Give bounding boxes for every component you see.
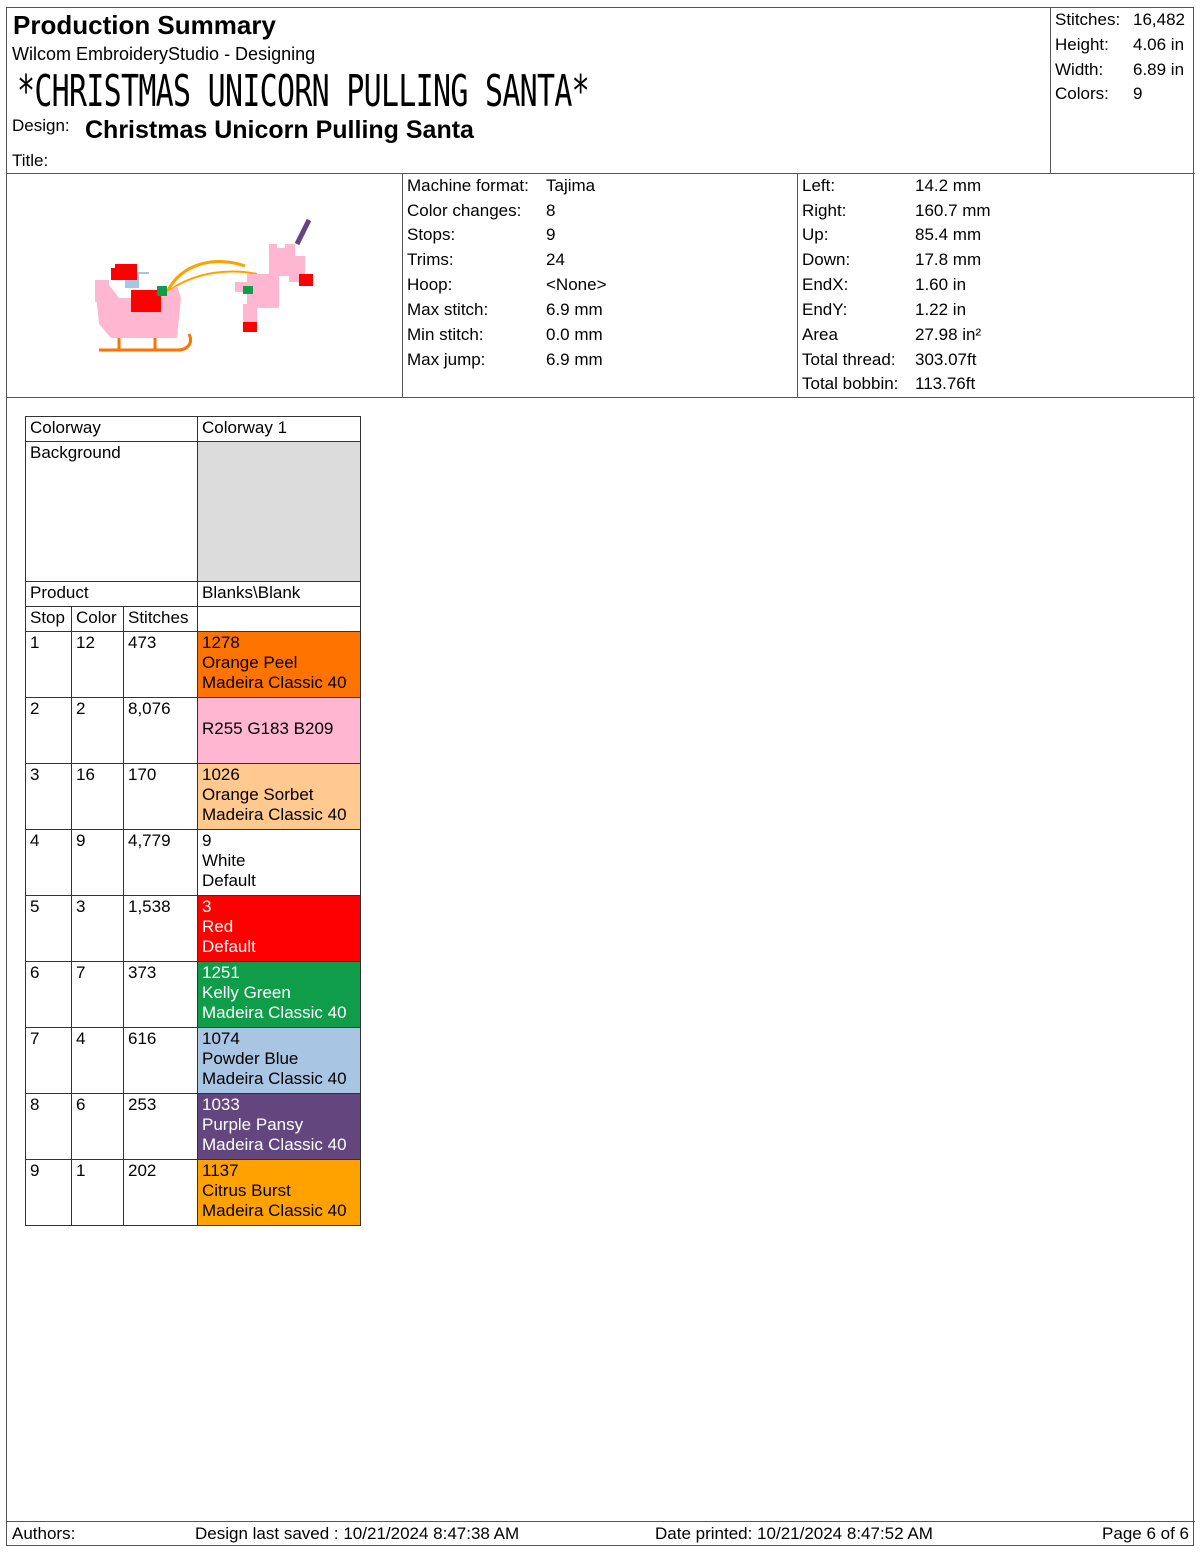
info-value: 160.7 mm	[915, 201, 991, 220]
product-label: Product	[26, 582, 198, 607]
thread-swatch	[198, 1028, 361, 1094]
design-stats	[1051, 8, 1195, 174]
col-header-thread	[198, 607, 361, 632]
info-label: Min stitch:	[407, 325, 484, 344]
thread-code: 1278	[202, 633, 240, 652]
cell-stitches: 202	[124, 1160, 198, 1226]
background-label: Background	[26, 442, 198, 582]
app-name: Wilcom EmbroideryStudio - Designing	[12, 44, 316, 64]
thread-swatch	[198, 698, 361, 764]
design-preview	[7, 174, 403, 398]
page-title: Production Summary	[13, 10, 276, 40]
extent-info	[798, 174, 1195, 398]
footer	[7, 1521, 1195, 1547]
thread-rows	[26, 632, 361, 1226]
thread-code: 1026	[202, 765, 240, 784]
table-row	[26, 830, 361, 896]
cell-stitches: 253	[124, 1094, 198, 1160]
title-label: Title:	[12, 151, 49, 170]
stat-label: Height:	[1055, 35, 1109, 54]
thread-swatch	[198, 962, 361, 1028]
cell-stop: 1	[26, 632, 72, 698]
thread-brand: Madeira Classic 40	[202, 1003, 347, 1022]
info-label: Left:	[802, 176, 836, 195]
product-value: Blanks\Blank	[198, 582, 361, 607]
table-row	[26, 1160, 361, 1226]
cell-color: 12	[72, 632, 124, 698]
info-label: Trims:	[407, 250, 454, 269]
info-value: 14.2 mm	[915, 176, 982, 195]
thread-swatch	[198, 896, 361, 962]
info-label: Max jump:	[407, 350, 486, 369]
col-header-stop: Stop	[26, 607, 72, 632]
stat-label: Width:	[1055, 60, 1104, 79]
info-value: 6.9 mm	[546, 350, 603, 369]
footer-printed: Date printed: 10/21/2024 8:47:52 AM	[655, 1524, 933, 1543]
info-value: 1.60 in	[915, 275, 967, 294]
info-label: Machine format:	[407, 176, 529, 195]
header	[7, 8, 1051, 174]
production-summary-page	[6, 7, 1194, 1546]
thread-brand: Madeira Classic 40	[202, 1069, 347, 1088]
colorway-label: Colorway	[26, 417, 198, 442]
info-value: <None>	[546, 275, 607, 294]
cell-stitches: 473	[124, 632, 198, 698]
santa-sleigh-unicorn-image	[7, 174, 403, 398]
table-row	[26, 1028, 361, 1094]
info-band	[7, 174, 1195, 398]
info-label: Area	[802, 325, 838, 344]
cell-stop: 5	[26, 896, 72, 962]
cell-color: 6	[72, 1094, 124, 1160]
cell-color: 1	[72, 1160, 124, 1226]
table-row	[26, 764, 361, 830]
thread-name: R255 G183 B209	[202, 719, 334, 738]
design-name: Christmas Unicorn Pulling Santa	[85, 116, 474, 144]
design-banner: *CHRISTMAS UNICORN PULLING SANTA*	[17, 66, 590, 117]
thread-name: Citrus Burst	[202, 1181, 291, 1200]
colorway-value: Colorway 1	[198, 417, 361, 442]
thread-code: 1137	[202, 1161, 239, 1180]
thread-brand: Madeira Classic 40	[202, 673, 347, 692]
info-value: 1.22 in	[915, 300, 967, 319]
info-value: 6.9 mm	[546, 300, 603, 319]
table-row	[26, 962, 361, 1028]
thread-brand: Madeira Classic 40	[202, 805, 347, 824]
info-value: Tajima	[546, 176, 596, 195]
footer-authors: Authors:	[12, 1524, 76, 1543]
thread-code: 1251	[202, 963, 240, 982]
cell-color: 3	[72, 896, 124, 962]
info-value: 9	[546, 225, 556, 244]
info-value: 24	[546, 250, 565, 269]
thread-swatch	[198, 1094, 361, 1160]
cell-stop: 9	[26, 1160, 72, 1226]
cell-color: 16	[72, 764, 124, 830]
info-value: 0.0 mm	[546, 325, 603, 344]
info-label: Color changes:	[407, 201, 522, 220]
col-header-stitches: Stitches	[124, 607, 198, 632]
thread-swatch	[198, 1160, 361, 1226]
info-label: Stops:	[407, 225, 456, 244]
thread-code: 3	[202, 897, 212, 916]
thread-brand	[202, 739, 356, 759]
info-value: 8	[546, 201, 556, 220]
thread-name: Powder Blue	[202, 1049, 299, 1068]
table-header-row	[26, 607, 361, 632]
cell-stop: 4	[26, 830, 72, 896]
cell-stitches: 616	[124, 1028, 198, 1094]
thread-swatch	[198, 830, 361, 896]
thread-code: 1074	[202, 1029, 240, 1048]
thread-name: White	[202, 851, 246, 870]
thread-code: 1033	[202, 1095, 240, 1114]
thread-brand: Default	[202, 937, 256, 956]
thread-name: Red	[202, 917, 234, 936]
stat-value: 16,482	[1133, 10, 1185, 29]
stat-width	[1055, 60, 1195, 84]
col-header-color: Color	[72, 607, 124, 632]
info-label: Hoop:	[407, 275, 453, 294]
thread-name: Orange Peel	[202, 653, 298, 672]
cell-color: 7	[72, 962, 124, 1028]
cell-stop: 2	[26, 698, 72, 764]
cell-stop: 6	[26, 962, 72, 1028]
thread-brand: Madeira Classic 40	[202, 1201, 347, 1220]
stat-label: Colors:	[1055, 84, 1109, 103]
info-label: Up:	[802, 225, 829, 244]
background-swatch	[198, 442, 361, 582]
stat-value: 9	[1133, 84, 1143, 103]
info-value: 113.76ft	[915, 374, 976, 393]
cell-stitches: 8,076	[124, 698, 198, 764]
info-label: EndY:	[802, 300, 848, 319]
cell-color: 4	[72, 1028, 124, 1094]
product-row	[26, 582, 361, 607]
thread-name: Purple Pansy	[202, 1115, 304, 1134]
table-row	[26, 896, 361, 962]
stat-height	[1055, 35, 1195, 59]
stat-value: 6.89 in	[1133, 60, 1185, 79]
footer-page: Page 6 of 6	[1102, 1524, 1189, 1543]
cell-stop: 7	[26, 1028, 72, 1094]
stat-colors	[1055, 84, 1195, 108]
thread-code: 9	[202, 831, 212, 850]
info-label: Right:	[802, 201, 847, 220]
cell-color: 9	[72, 830, 124, 896]
info-value: 85.4 mm	[915, 225, 982, 244]
stat-label: Stitches:	[1055, 10, 1121, 29]
table-row	[26, 632, 361, 698]
info-value: 17.8 mm	[915, 250, 982, 269]
cell-color: 2	[72, 698, 124, 764]
thread-swatch	[198, 764, 361, 830]
cell-stitches: 170	[124, 764, 198, 830]
footer-saved: Design last saved : 10/21/2024 8:47:38 AM	[195, 1524, 520, 1543]
info-label: Total thread:	[802, 350, 896, 369]
info-label: Down:	[802, 250, 851, 269]
table-row	[26, 698, 361, 764]
info-label: Max stitch:	[407, 300, 489, 319]
info-value: 303.07ft	[915, 350, 977, 369]
colorway-row	[26, 417, 361, 442]
info-label: EndX:	[802, 275, 849, 294]
machine-info	[403, 174, 798, 398]
background-row	[26, 442, 361, 582]
cell-stitches: 373	[124, 962, 198, 1028]
stat-stitches	[1055, 10, 1195, 34]
thread-code	[202, 699, 356, 719]
cell-stitches: 4,779	[124, 830, 198, 896]
thread-brand: Madeira Classic 40	[202, 1135, 347, 1154]
table-row	[26, 1094, 361, 1160]
info-label: Total bobbin:	[802, 374, 899, 393]
stat-value: 4.06 in	[1133, 35, 1185, 54]
info-value: 27.98 in²	[915, 325, 982, 344]
thread-swatch	[198, 632, 361, 698]
colorway-table	[25, 416, 361, 1226]
cell-stop: 8	[26, 1094, 72, 1160]
thread-name: Orange Sorbet	[202, 785, 314, 804]
cell-stitches: 1,538	[124, 896, 198, 962]
thread-brand: Default	[202, 871, 256, 890]
design-label: Design:	[12, 116, 70, 135]
thread-name: Kelly Green	[202, 983, 291, 1002]
cell-stop: 3	[26, 764, 72, 830]
